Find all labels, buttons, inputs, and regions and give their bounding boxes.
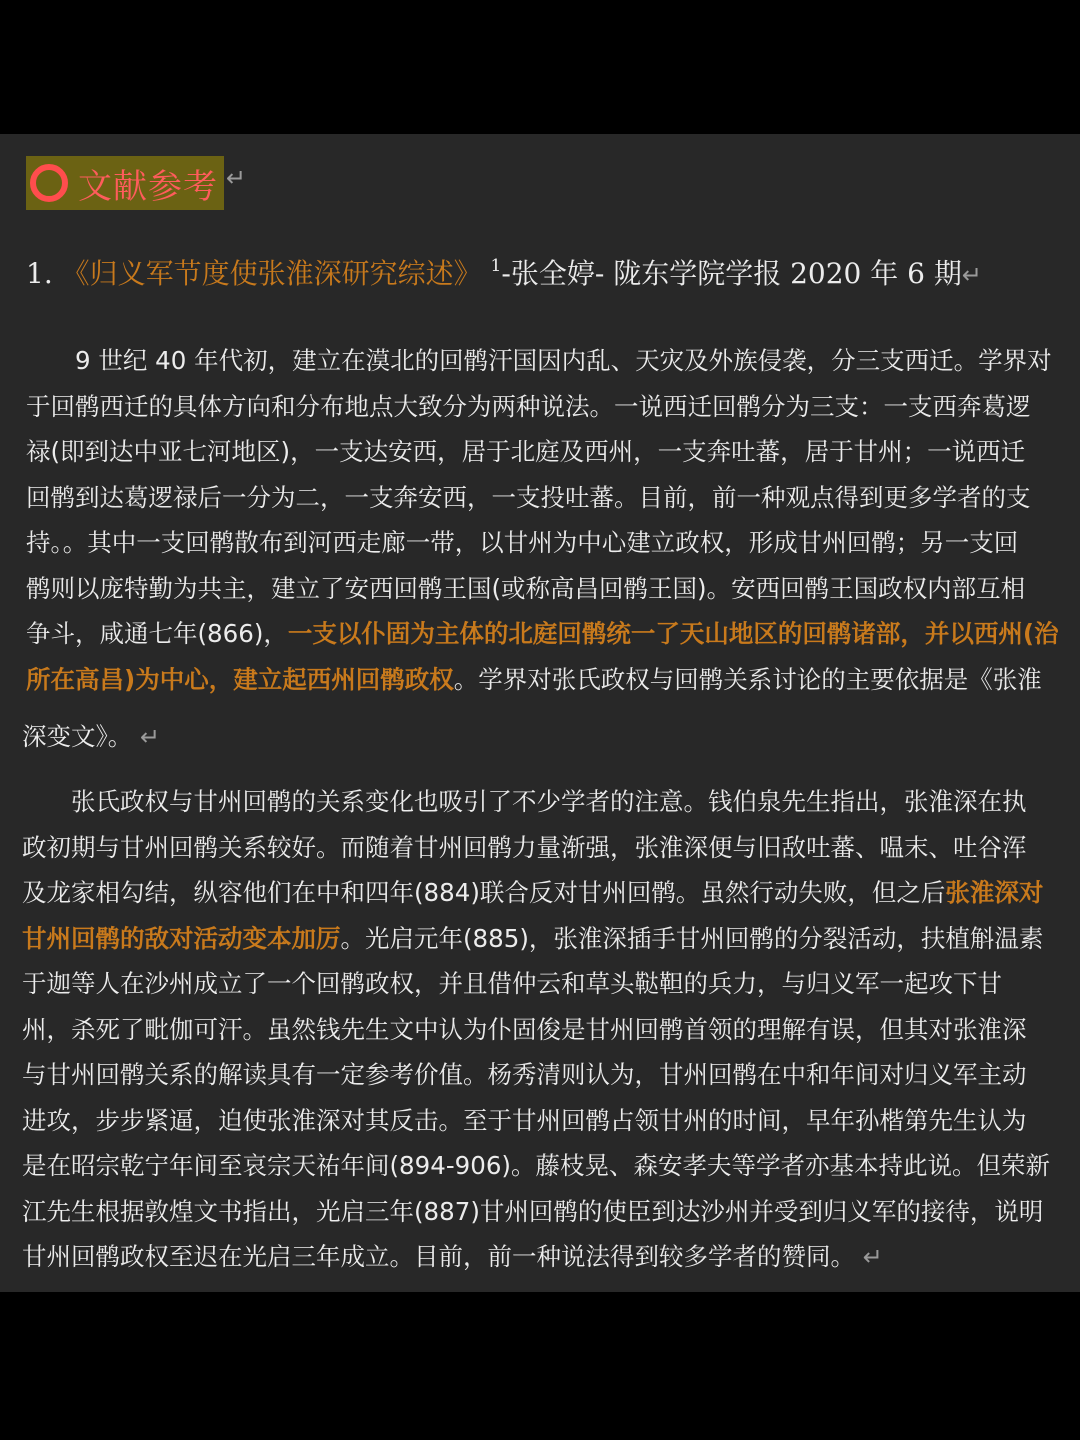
body-paragraph-1 (26, 338, 1060, 702)
text-line: 于迦等人在沙州成立了一个回鹘政权，并且借仲云和草头鞑靼的兵力，与归义军一起攻下甘 (22, 969, 1002, 998)
body-paragraph-2 (22, 779, 1056, 1281)
text-line: 鹘则以庞特勤为共主，建立了安西回鹘王国(或称高昌回鹘王国)。安西回鹘王国政权内部互相 (26, 573, 1026, 603)
text-line (26, 611, 1060, 657)
red-circle-icon (30, 164, 68, 202)
document-page (0, 134, 1080, 1292)
text-line (22, 870, 1056, 916)
text-line: 张氏政权与甘州回鹘的关系变化也吸引了不少学者的注意。钱伯泉先生指出，张淮深在执 (22, 787, 1027, 816)
reference-title[interactable]: 《归义军节度使张淮深研究综述》 (61, 257, 482, 290)
highlighted-text: 一支以仆固为主体的北庭回鹘统一了天山地区的回鹘诸部，并以西州(治 (287, 619, 1059, 648)
highlighted-text: 张淮深对 (945, 878, 1044, 907)
text-line: 政初期与甘州回鹘关系较好。而随着甘州回鹘力量渐强，张淮深便与旧敌吐蕃、嗢末、吐谷浑 (22, 832, 1027, 862)
reference-entry (26, 252, 1066, 292)
text-line: 禄(即到达中亚七河地区)，一支达安西，居于北庭及西州，一支奔吐蕃，居于甘州；一说西迁 (26, 437, 1026, 466)
text-line: 江先生根据敦煌文书指出，光启三年(887)甘州回鹘的使臣到达沙州并受到归义军的接待，说明 (22, 1196, 1044, 1226)
text-line: 持。。其中一支回鹘散布到河西走廊一带，以甘州为中心建立政权，形成甘州回鹘；另一支回 (26, 528, 1019, 557)
text-line: 回鹘到达葛逻禄后一分为二，一支奔安西，一支投吐蕃。目前，前一种观点得到更多学者的支 (26, 482, 1031, 512)
paragraph-mark-icon: ↵ (961, 261, 982, 289)
paragraph-mark-icon: ↵ (226, 164, 247, 192)
paragraph-mark-icon: ↵ (140, 723, 161, 751)
section-heading-text: 文献参考 (78, 166, 218, 207)
text-run: 及龙家相勾结，纵容他们在中和四年(884)联合反对甘州回鹘。虽然行动失败，但之后 (22, 878, 946, 907)
text-line (26, 657, 1060, 703)
paragraph-mark-icon: ↵ (862, 1243, 883, 1271)
section-heading (26, 156, 224, 210)
body-paragraph-1-tail (22, 714, 1056, 761)
highlighted-text: 甘州回鹘的敌对活动变本加厉 (22, 923, 341, 953)
reference-source: -张全婷- 陇东学院学报 2020 年 6 期 (501, 257, 962, 290)
reference-number: 1. (26, 257, 53, 290)
text-line (22, 916, 1056, 962)
highlighted-text: 所在高昌)为中心，建立起西州回鹘政权 (26, 664, 454, 694)
text-run: 争斗，咸通七年(866)， (26, 619, 288, 648)
text-line (22, 1234, 1056, 1281)
text-run: 甘州回鹘政权至迟在光启三年成立。目前，前一种说法得到较多学者的赞同。 (22, 1242, 855, 1271)
text-line: 是在昭宗乾宁年间至哀宗天祐年间(894-906)。藤枝晃、森安孝夫等学者亦基本持此说。但荣新 (22, 1151, 1050, 1180)
text-run: 。光启元年(885)，张淮深插手甘州回鹘的分裂活动，扶植斛温素 (340, 923, 1044, 953)
text-line: 进攻，步步紧逼，迫使张淮深对其反击。至于甘州回鹘占领甘州的时间，早年孙楷第先生认为 (22, 1105, 1027, 1135)
text-line: 深变文》。 (22, 722, 133, 751)
text-line: 9 世纪 40 年代初，建立在漠北的回鹘汗国因内乱、天灾及外族侵袭，分三支西迁。学界对 (26, 346, 1052, 375)
text-line: 州，杀死了毗伽可汗。虽然钱先生文中认为仆固俊是甘州回鹘首领的理解有误，但其对张淮深 (22, 1014, 1027, 1044)
text-line: 于回鹘西迁的具体方向和分布地点大致分为两种说法。一说西迁回鹘分为三支：一支西奔葛逻 (26, 391, 1031, 421)
text-run: 。学界对张氏政权与回鹘关系讨论的主要依据是《张淮 (453, 664, 1042, 694)
text-line: 与甘州回鹘关系的解读具有一定参考价值。杨秀清则认为，甘州回鹘在中和年间对归义军主动 (22, 1060, 1027, 1089)
reference-footnote: 1 (490, 256, 502, 276)
